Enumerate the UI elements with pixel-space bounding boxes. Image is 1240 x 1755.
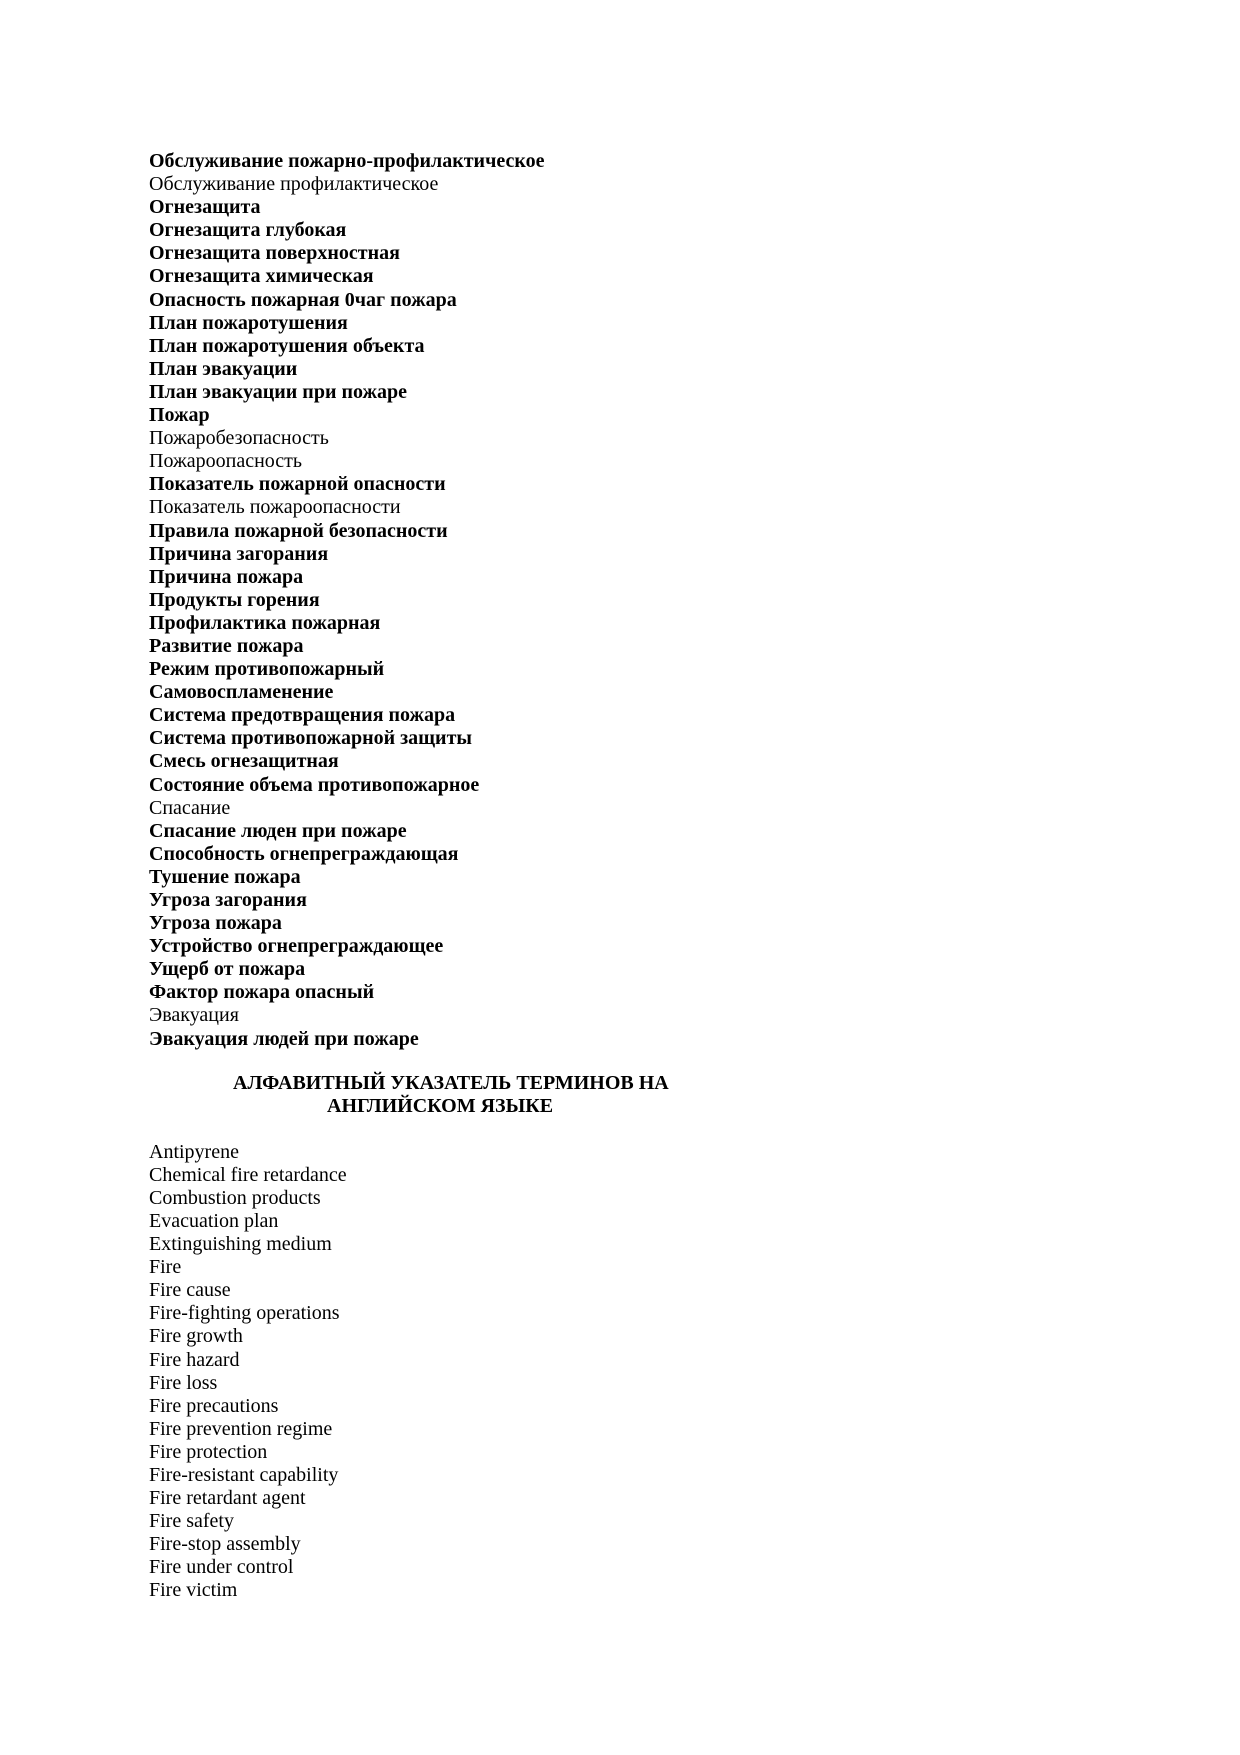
english-term: Fire cause: [149, 1279, 231, 1302]
russian-term: Пожароопасность: [149, 450, 303, 473]
russian-term: Эвакуация людей при пожаре: [149, 1027, 419, 1050]
russian-term: Причина загорания: [149, 542, 329, 565]
english-term: Fire-fighting operations: [149, 1302, 340, 1325]
russian-term: Продукты горения: [149, 588, 320, 611]
russian-term: Тушение пожара: [149, 865, 301, 888]
russian-term: План пожаротушения: [149, 311, 348, 334]
russian-term: Смесь огнезащитная: [149, 750, 339, 773]
russian-term: Ущерб от пожара: [149, 958, 306, 981]
russian-term: Самовоспламенение: [149, 681, 334, 704]
english-term: Chemical fire retardance: [149, 1163, 347, 1186]
russian-term: Огнезащита глубокая: [149, 219, 347, 242]
english-term: Fire victim: [149, 1579, 238, 1602]
russian-term: План пожаротушения объекта: [149, 334, 425, 357]
english-term: Combustion products: [149, 1186, 321, 1209]
russian-term: Эвакуация: [149, 1004, 239, 1027]
russian-term: Состояние объема противопожарное: [149, 773, 480, 796]
russian-term: Система противопожарной защиты: [149, 727, 473, 750]
english-term: Fire hazard: [149, 1348, 240, 1371]
english-term: Fire: [149, 1256, 182, 1279]
russian-term: Угроза пожара: [149, 912, 282, 935]
russian-term: Фактор пожара опасный: [149, 981, 375, 1004]
russian-term: Пожаробезопасность: [149, 427, 329, 450]
russian-term: Обслуживание профилактическое: [149, 173, 439, 196]
russian-term: Режим противопожарный: [149, 658, 385, 681]
english-term: Fire protection: [149, 1440, 268, 1463]
english-term: Fire precautions: [149, 1394, 279, 1417]
russian-term: Огнезащита поверхностная: [149, 242, 400, 265]
english-term: Fire under control: [149, 1556, 294, 1579]
russian-term: Опасность пожарная 0чаг пожара: [149, 288, 457, 311]
russian-term: Развитие пожара: [149, 634, 304, 657]
russian-term: Показатель пожароопасности: [149, 496, 401, 519]
english-term: Fire growth: [149, 1325, 243, 1348]
russian-term: Пожар: [149, 404, 210, 427]
russian-term: Способность огнепреграждающая: [149, 842, 459, 865]
english-term: Fire prevention regime: [149, 1417, 333, 1440]
russian-term-index: [149, 150, 1109, 1051]
russian-term: Спасание: [149, 796, 231, 819]
russian-term: Огнезащита химическая: [149, 265, 374, 288]
russian-term: Правила пожарной безопасности: [149, 519, 448, 542]
russian-term: План эвакуации: [149, 357, 298, 380]
document-page: [149, 150, 1109, 1603]
section-heading-line-2: АНГЛИЙСКОМ ЯЗЫКЕ: [327, 1094, 554, 1117]
english-term: Extinguishing medium: [149, 1233, 332, 1256]
russian-term: Система предотвращения пожара: [149, 704, 456, 727]
russian-term: Профилактика пожарная: [149, 611, 381, 634]
english-term: Antipyrene: [149, 1140, 239, 1163]
english-term: Fire safety: [149, 1510, 234, 1533]
russian-term: Огнезащита: [149, 196, 261, 219]
english-term: Fire loss: [149, 1371, 218, 1394]
english-term: Evacuation plan: [149, 1209, 279, 1232]
russian-term: Обслуживание пожарно-профилактическое: [149, 150, 545, 172]
english-term: Fire retardant agent: [149, 1487, 306, 1510]
russian-term: Спасание люден при пожаре: [149, 819, 407, 842]
english-term-index: [149, 1141, 1109, 1603]
russian-term: План эвакуации при пожаре: [149, 380, 407, 403]
section-heading-line-1: АЛФАВИТНЫЙ УКАЗАТЕЛЬ ТЕРМИНОВ НА: [233, 1071, 669, 1094]
english-term: Fire-stop assembly: [149, 1533, 301, 1556]
russian-term: Устройство огнепреграждающее: [149, 935, 444, 958]
russian-term: Причина пожара: [149, 565, 304, 588]
russian-term: Показатель пожарной опасности: [149, 473, 446, 496]
section-heading: [149, 1072, 1109, 1118]
english-term: Fire-resistant capability: [149, 1463, 339, 1486]
russian-term: Угроза загорания: [149, 889, 307, 911]
